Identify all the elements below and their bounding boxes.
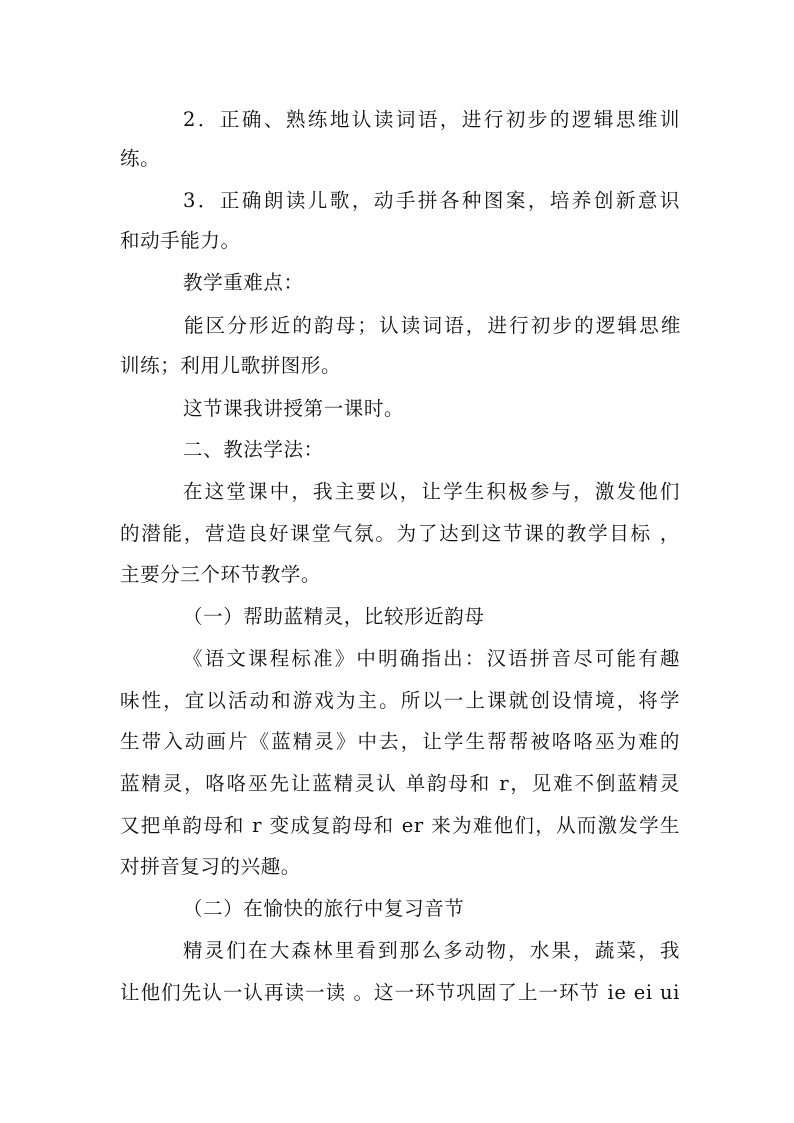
text-line: 的潜能，营造良好课堂气氛。为了达到这节课的教学目标 ， — [120, 522, 680, 545]
text-line: 又把单韵母和 r 变成复韵母和 er 来为难他们，从而激发学生 — [120, 814, 680, 837]
section-heading: 教学重难点： — [183, 271, 304, 294]
text-line: 3．正确朗读儿歌，动手拼各种图案，培养创新意识 — [183, 189, 680, 212]
text-line: 蓝精灵，咯咯巫先让蓝精灵认 单韵母和 r，见难不倒蓝精灵 — [120, 772, 680, 795]
text-line: 2．正确、熟练地认读词语，进行初步的逻辑思维训 — [183, 108, 680, 131]
text-line: 精灵们在大森林里看到那么多动物，水果，蔬菜，我 — [183, 939, 680, 962]
text-line: 味性，宜以活动和游戏为主。所以一上课就创设情境，将学 — [120, 689, 680, 712]
text-line: 《语文课程标准》中明确指出：汉语拼音尽可能有趣 — [183, 647, 680, 670]
subsection-heading: （二）在愉快的旅行中复习音节 — [183, 897, 465, 920]
text-line: 在这堂课中，我主要以，让学生积极参与，激发他们 — [183, 480, 680, 503]
text-line: 让他们先认一认再读一读 。这一环节巩固了上一环节 ie ei ui — [120, 981, 680, 1004]
text-line: 对拼音复习的兴趣。 — [120, 855, 301, 878]
text-line: 能区分形近的韵母；认读词语，进行初步的逻辑思维 — [184, 314, 681, 337]
text-line: 练。 — [120, 147, 161, 170]
section-heading: 二、教法学法： — [183, 438, 324, 461]
text-line: 训练；利用儿歌拼图形。 — [120, 354, 342, 377]
subsection-heading: （一）帮助蓝精灵，比较形近韵母 — [183, 605, 485, 628]
text-line: 生带入动画片《蓝精灵》中去，让学生帮帮被咯咯巫为难的 — [120, 730, 680, 753]
text-line: 主要分三个环节教学。 — [120, 563, 322, 586]
text-line: 和动手能力。 — [120, 229, 241, 252]
text-line: 这节课我讲授第一课时。 — [183, 397, 405, 420]
